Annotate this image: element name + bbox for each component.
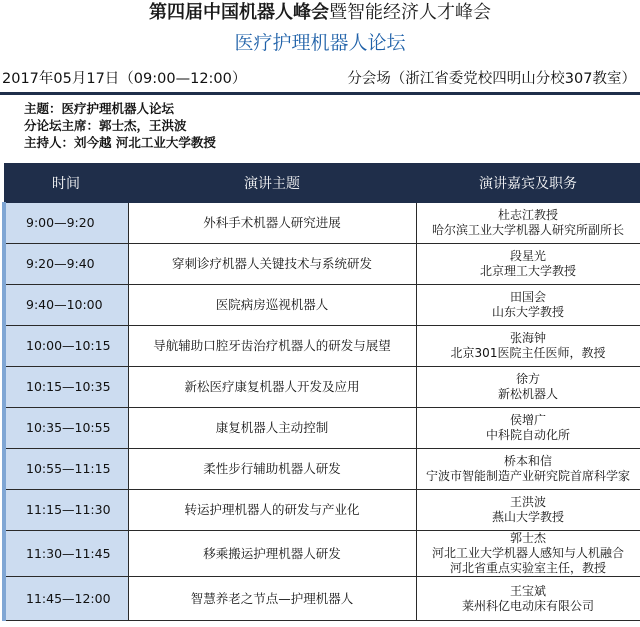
page-title <box>0 0 640 26</box>
row-topic: 导航辅助口腔牙齿治疗机器人的研发与展望 <box>128 326 416 367</box>
row-time: 10:35—10:55 <box>4 408 128 449</box>
forum-subtitle: 医疗护理机器人论坛 <box>234 32 406 54</box>
row-time: 11:30—11:45 <box>4 531 128 577</box>
row-time: 9:00—9:20 <box>4 203 128 244</box>
row-speaker <box>416 367 640 408</box>
row-time: 9:40—10:00 <box>4 285 128 326</box>
table-row <box>4 490 640 531</box>
row-topic: 穿刺诊疗机器人关键技术与系统研发 <box>128 244 416 285</box>
row-topic: 医院病房巡视机器人 <box>128 285 416 326</box>
title-rest: 暨智能经济人才峰会 <box>329 2 491 23</box>
speaker-title: 北京理工大学教授 <box>479 264 576 278</box>
row-speaker <box>416 531 640 577</box>
table-row <box>4 285 640 326</box>
row-speaker <box>416 326 640 367</box>
speaker-name: 王宝斌 <box>509 583 546 598</box>
speaker-title: 山东大学教授 <box>491 305 564 319</box>
table-row <box>4 531 640 577</box>
speaker-title: 宁波市智能制造产业研究院首席科学家 <box>425 469 630 483</box>
forum-meta <box>2 100 638 151</box>
speaker-name: 郭士杰 <box>509 531 546 545</box>
schedule-table <box>2 163 640 621</box>
header-topic: 演讲主题 <box>128 164 416 203</box>
row-speaker <box>416 408 640 449</box>
row-speaker <box>416 244 640 285</box>
speaker-title: 河北工业大学机器人感知与人机融合 <box>431 546 624 560</box>
speaker-title: 北京301医院主任医师，教授 <box>450 346 606 360</box>
table-row <box>4 367 640 408</box>
table-row <box>4 326 640 367</box>
row-speaker <box>416 285 640 326</box>
speaker-title: 新松机器人 <box>497 387 558 401</box>
info-bar <box>0 66 640 95</box>
table-row <box>4 408 640 449</box>
meta-chairs: 分论坛主席：郭士杰，王洪波 <box>24 118 187 133</box>
row-topic: 外科手术机器人研究进展 <box>128 203 416 244</box>
row-topic: 移乘搬运护理机器人研发 <box>128 531 416 577</box>
meta-host: 主持人：刘今越 河北工业大学教授 <box>24 135 216 150</box>
speaker-title: 哈尔滨工业大学机器人研究所副所长 <box>431 223 624 237</box>
row-topic: 柔性步行辅助机器人研发 <box>128 449 416 490</box>
header-speaker: 演讲嘉宾及职务 <box>416 164 640 203</box>
row-speaker <box>416 449 640 490</box>
row-speaker <box>416 490 640 531</box>
speaker-name: 王洪波 <box>509 495 546 509</box>
row-speaker <box>416 577 640 621</box>
event-date: 2017年05月17日（09:00—12:00） <box>2 71 247 87</box>
table-row <box>4 203 640 244</box>
speaker-name: 徐方 <box>515 372 540 386</box>
row-topic: 新松医疗康复机器人开发及应用 <box>128 367 416 408</box>
row-time: 10:00—10:15 <box>4 326 128 367</box>
speaker-name: 桥本和信 <box>503 454 552 468</box>
table-row <box>4 449 640 490</box>
row-time: 9:20—9:40 <box>4 244 128 285</box>
table-header-row <box>4 164 640 203</box>
speaker-title: 燕山大学教授 <box>491 510 564 524</box>
title-bold: 第四届中国机器人峰会 <box>149 2 329 23</box>
event-venue: 分会场（浙江省委党校四明山分校307教室） <box>347 71 636 87</box>
row-topic: 智慧养老之节点—护理机器人 <box>128 577 416 621</box>
speaker-title: 中科院自动化所 <box>485 428 570 442</box>
row-time: 10:55—11:15 <box>4 449 128 490</box>
speaker-name: 杜志江教授 <box>497 208 558 222</box>
row-time: 11:45—12:00 <box>4 577 128 621</box>
table-row <box>4 577 640 621</box>
row-time: 11:15—11:30 <box>4 490 128 531</box>
row-topic: 转运护理机器人的研发与产业化 <box>128 490 416 531</box>
speaker-title-2: 河北省重点实验室主任，教授 <box>449 561 606 575</box>
speaker-title: 莱州科亿电动床有限公司 <box>461 598 594 613</box>
speaker-name: 侯增广 <box>509 413 546 427</box>
speaker-name: 段星光 <box>509 249 546 263</box>
row-time: 10:15—10:35 <box>4 367 128 408</box>
speaker-name: 张海钟 <box>509 331 546 345</box>
meta-theme: 主题：医疗护理机器人论坛 <box>24 101 175 116</box>
header-time: 时间 <box>4 164 128 203</box>
table-row <box>4 244 640 285</box>
speaker-name: 田国会 <box>509 290 546 304</box>
row-speaker <box>416 203 640 244</box>
row-topic: 康复机器人主动控制 <box>128 408 416 449</box>
